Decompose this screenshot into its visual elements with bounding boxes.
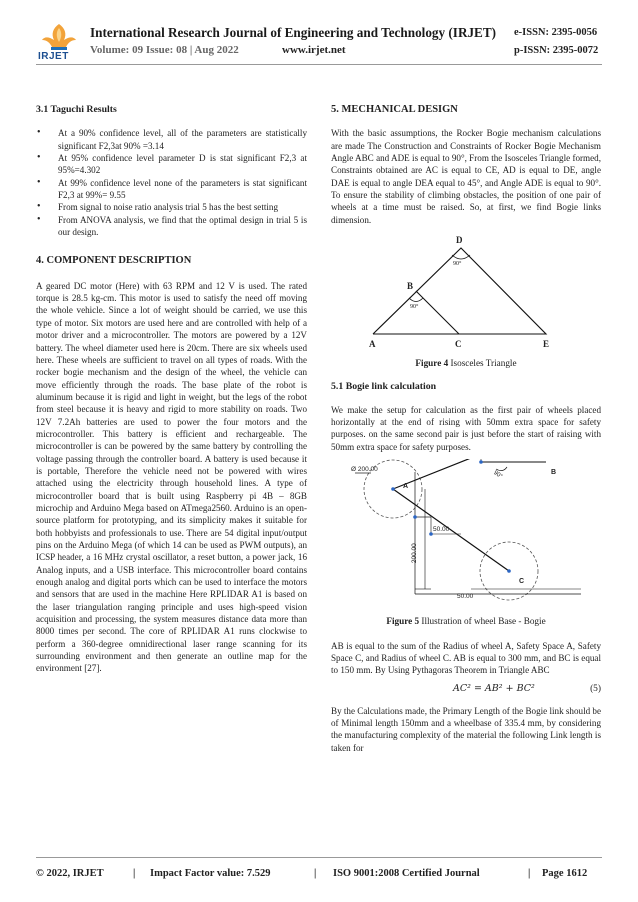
section-3-1-title: 3.1 Taguchi Results	[36, 104, 117, 115]
point-label-b: B	[407, 281, 414, 292]
e-issn: e-ISSN: 2395-0056	[514, 27, 598, 38]
footer-separator: |	[133, 868, 136, 879]
dia-label: Ø 200.00	[351, 466, 378, 474]
list-item: • From ANOVA analysis, we find that the optimal design in trial 5 is our design.	[36, 214, 307, 239]
angle-90-label: 90°	[492, 470, 504, 481]
list-item: • At a 90% confidence level, all of the parameters are statistically significant F2,3at 90% =3.14	[36, 127, 307, 152]
paragraph-calculations: By the Calculations made, the Primary Length of the Bogie link should be of Minimal length 150mm and a wheelbase of 335.4 mm, by considering the manufacturing complexity of the material the following Link length is taken for	[331, 705, 601, 753]
point-label-c: C	[455, 339, 462, 350]
section-4-body: A geared DC motor (Here) with 63 RPM and 12 V is used. The rated torque is 28.5 kg-cm. This motor is used to satisfy the need off moving the whole vehicle. Since a lot of weight should be carried, we use this type of motor. Six motors are used here and are controlled with help of a motor driver and a microcontroller. The motors are powered by a 12V battery. The wheel diameter used here is 20cm. There are six wheels used here. These wheels are sufficient to travel on all types of roads. With the rocker bogie mechanism and the design of the wheel, the vehicle can move efficiently through the roads. The base plate of the robot is aluminum because it is rigid and light in weight, but the legs of the robot from steel because it is heavy and rigid to more stability on roads. Two 12V 7.2Ah batteries are used to power the four motors and the microcontroller. This battery is efficient and rechargeable. The microcontroller is can be powered by the same battery by controlling the voltage passing through the controller board. A battery is used because it is portable, Therefore the vehicle need not be powered with wires attached using the electricity through household lines. A type of microcontroller board that is built using Raspberry pi 4B – 8GB microchip and Arduino Mega based on ATmega2560. Arduino is an open-source platform for prototyping, and its simplicity makes it suitable for both hobbyists and professionals to use. There are 54 digital input/output pins on the Arduino Mega (of which 14 can be used as PWM outputs), an ICSP header, a 16 MHz crystal oscillator, a reset button, a power jack, 16 Analog inputs, and a USB interface. This microcontroller board contains enough analog and digital ports which can be used to interface the motors and sensors that are used in the machine Here RPLIDAR A1 is based on the laser triangulation ranging principle and uses high-speed vision acquisition and processing, the system measures distance data more than 8000 times per second. The core of RPLIDAR A1 runs clockwise to perform a 360-degree omnidirectional laser range scanning for its surrounding environment and then generate an outline map for the environment [27].	[36, 280, 307, 674]
figure-5-caption	[331, 615, 601, 627]
section-5-1-body: We make the setup for calculation as the first pair of wheels placed horizontally at the end of rising with 50mm extra space for safety purposes. on the same second pair is just before the start of raising with 50mm extra space for safety purposes.	[331, 404, 601, 452]
list-item: • At 99% confidence level none of the parameters is stat significant F2,3 at 99%= 9.55	[36, 177, 307, 202]
list-item: • At 95% confidence level parameter D is stat significant F2,3 at 95%=4.302	[36, 152, 307, 177]
irjet-logo	[36, 20, 82, 64]
wheel-base-bogie-diagram	[331, 459, 601, 601]
point-label-d: D	[456, 235, 463, 246]
pythagoras-equation: AC² = AB² + BC²	[453, 682, 535, 694]
figure-4-label: Figure 4	[415, 358, 449, 369]
figure-5	[331, 459, 601, 601]
section-5-title: 5. MECHANICAL DESIGN	[331, 104, 458, 115]
wheel-a-label: A	[403, 483, 409, 491]
volume-issue: Volume: 09 Issue: 08 | Aug 2022	[90, 44, 239, 56]
figure-4	[331, 236, 601, 354]
p-issn: p-ISSN: 2395-0072	[514, 45, 599, 56]
section-4-title: 4. COMPONENT DESCRIPTION	[36, 255, 192, 267]
figure-5-caption-text: Illustration of wheel Base - Bogie	[419, 616, 546, 627]
dim-200-vertical: 200.00	[410, 543, 418, 564]
paragraph-ab: AB is equal to the sum of the Radius of wheel A, Safety Space A, Safety Space C, and Radius of wheel C. AB is equal to 300 mm, and BC is equal to 150 mm. By Using Pythagoras Theorem in Triangle ABC	[331, 640, 601, 676]
left-column	[36, 104, 307, 675]
angle-label-d: 90°	[453, 261, 462, 268]
footer-page-number: Page 1612	[542, 868, 588, 879]
footer-separator: |	[314, 868, 317, 879]
footer-copyright: © 2022, IRJET	[36, 868, 104, 879]
equation-number: (5)	[590, 683, 601, 694]
point-b-label: B	[551, 469, 557, 477]
section-5-1-title: 5.1 Bogie link calculation	[331, 381, 437, 393]
isosceles-triangle-diagram	[331, 236, 601, 354]
footer-impact-factor: Impact Factor value: 7.529	[150, 868, 271, 879]
section-5-body: With the basic assumptions, the Rocker Bogie mechanism calculations are made The Construction and Constraints of Rocker Bogie Mechanism Angle ABC and ADE is equal to 90°, From the Isosceles Triangle formed, Constraints obtained are AC is equal to CE, AD is equal to DE, angle DAE is equal to angle DEA equal to 45°, and Angle ADE is equal to 90°. To ensure the stability of climbing obstacles, the position of one pair of wheels at a time must be raised. So, at first, we find Bogie links dimension.	[331, 128, 601, 225]
footer-iso: ISO 9001:2008 Certified Journal	[333, 868, 480, 879]
header-rule	[36, 64, 602, 65]
figure-4-caption	[331, 357, 601, 369]
point-label-a: A	[369, 339, 376, 350]
footer-separator: |	[528, 868, 531, 879]
figure-5-label: Figure 5	[386, 616, 420, 627]
equation-row	[331, 680, 601, 700]
footer-rule	[36, 857, 602, 858]
list-item: • From signal to noise ratio analysis trial 5 has the best setting	[36, 201, 307, 213]
wheel-c-label: C	[519, 578, 525, 586]
point-label-e: E	[543, 339, 550, 350]
angle-label-b: 90°	[410, 304, 419, 311]
irjet-logo-text: IRJET	[38, 51, 69, 62]
website-link[interactable]: www.irjet.net	[282, 44, 346, 56]
journal-title: International Research Journal of Engineering and Technology (IRJET)	[90, 25, 497, 40]
taguchi-results-list	[36, 127, 307, 238]
dim-50-lower: 50.00	[457, 593, 474, 601]
figure-4-caption-text: Isosceles Triangle	[448, 358, 517, 369]
right-column	[331, 104, 601, 754]
dim-50-upper: 50.00	[433, 526, 450, 534]
